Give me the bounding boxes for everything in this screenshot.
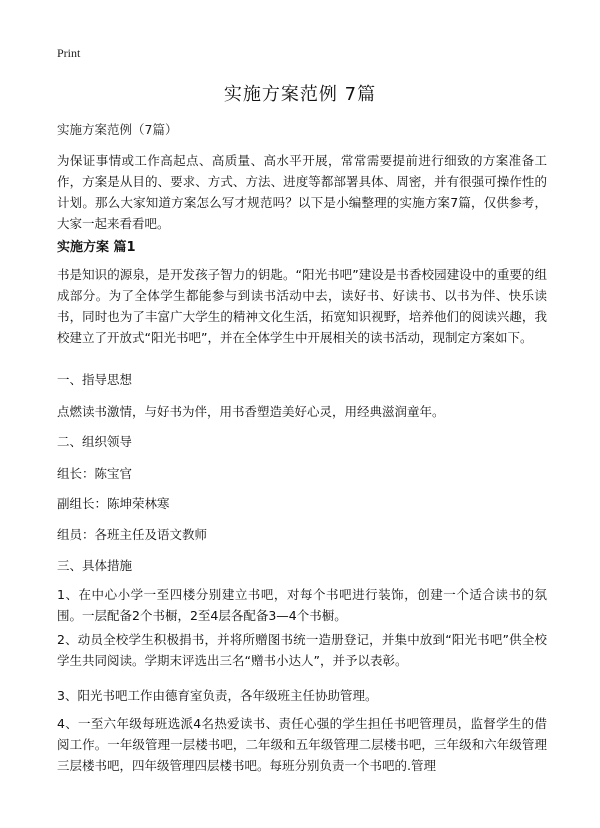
measure-item-2: 2、动员全校学生积极捐书，并将所赠图书统一造册登记，并集中放到“阳光书吧”供全校学生共同阅读。学期末评选出三名“赠书小达人”，并予以表彰。 [57,632,547,668]
page-title: 实施方案范例 7篇 [223,84,377,105]
vice-leader-line: 副组长：陈坤荣林寒 [57,496,170,511]
print-label[interactable]: Print [57,46,81,60]
section-heading: 实施方案 篇1 [57,240,136,255]
measure-item-1: 1、在中心小学一至四楼分别建立书吧，对每个书吧进行装饰，创建一个适合读书的氛围。一层配备2个书橱，2至4层各配备3—4个书橱。 [57,587,547,623]
org-heading: 二、组织领导 [57,434,133,449]
guiding-heading: 一、指导思想 [57,372,133,387]
guiding-text: 点燃读书激情，与好书为伴，用书香塑造美好心灵，用经典滋润童年。 [57,404,445,419]
section-intro-paragraph: 书是知识的源泉，是开发孩子智力的钥匙。“阳光书吧”建设是书香校园建设中的重要的组成部分。为了全体学生都能参与到读书活动中去，读好书、好读书、以书为伴、快乐读书，同时也为了丰富广大学生的精神文化生活，拓宽知识视野，培养他们的阅读兴趣，我校建立了开放式“阳光书吧”，并在全体学生中开展相关的读书活动，现制定方案如下。 [57,267,547,345]
document-subtitle: 实施方案范例（7篇） [57,122,178,137]
measures-heading: 三、具体措施 [57,558,133,573]
leader-line: 组长：陈宝官 [57,466,133,481]
measure-item-4: 4、一至六年级每班选派4名热爱读书、责任心强的学生担任书吧管理员，监督学生的借阅工作。一年级管理一层楼书吧，二年级和五年级管理二层楼书吧，三年级和六年级管理三层楼书吧，四年级管理四层楼书吧。每班分别负责一个书吧的.管理 [57,716,547,773]
intro-paragraph: 为保证事情或工作高起点、高质量、高水平开展，常常需要提前进行细致的方案准备工作，方案是从目的、要求、方式、方法、进度等都部署具体、周密，并有很强可操作性的计划。那么大家知道方案怎么写才规范吗？以下是小编整理的实施方案7篇，仅供参考，大家一起来看看吧。 [57,153,547,231]
measure-item-3: 3、阳光书吧工作由德育室负责，各年级班主任协助管理。 [57,688,378,703]
members-line: 组员：各班主任及语文教师 [57,527,208,542]
